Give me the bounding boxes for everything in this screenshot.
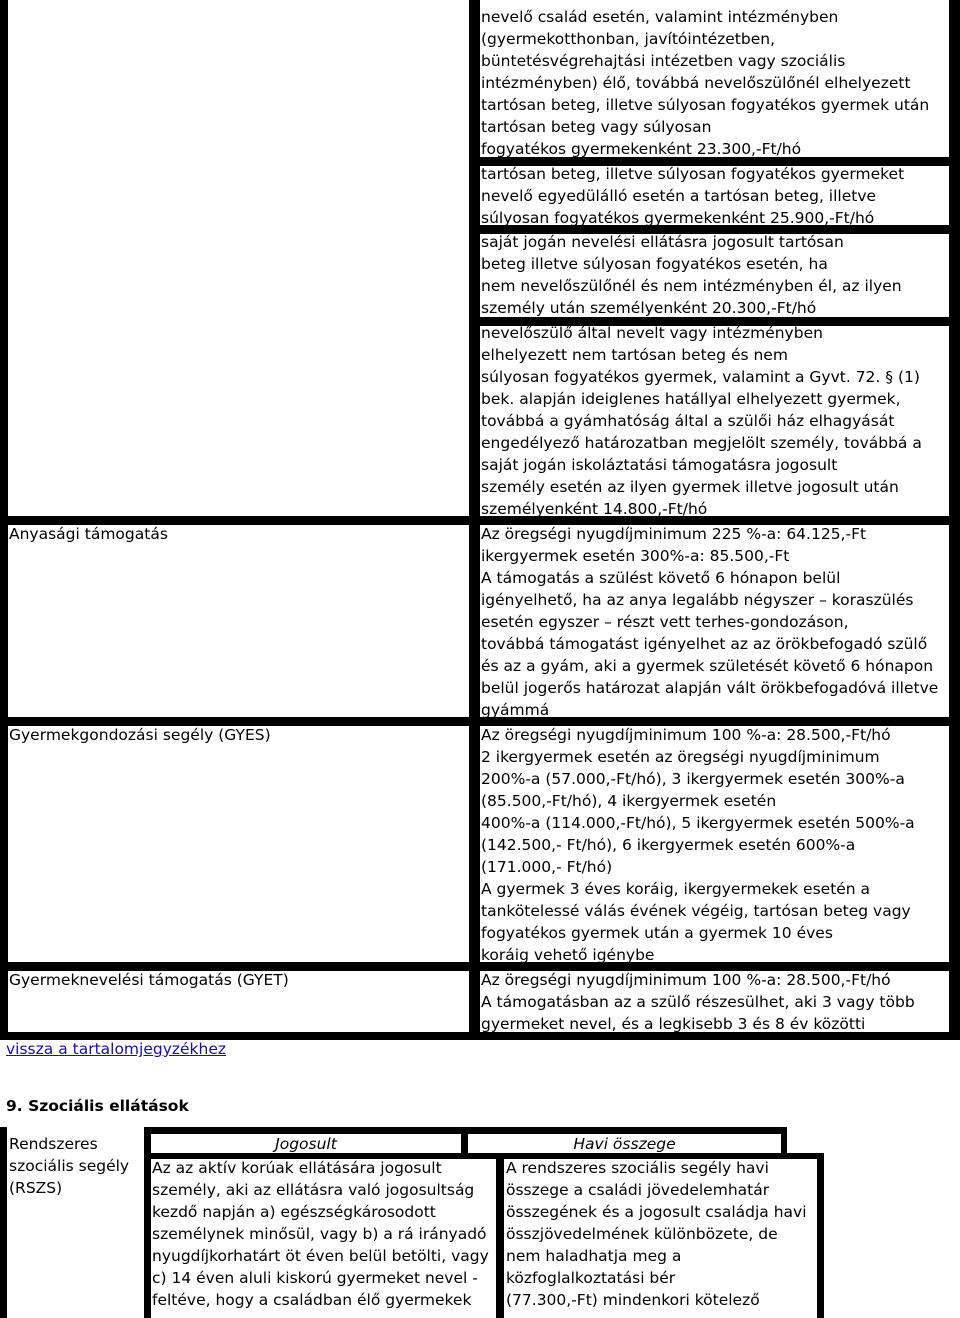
cell-line: esetén egyszer – részt vett terhes-gondozáson, [481,613,849,631]
cell-line: személy esetén az ilyen gyermek illetve jogosult után [481,478,899,496]
table-cell [481,322,922,520]
cell-line: tankötelessé válás évének végéig, tartósan beteg vagy [481,902,911,920]
cell-line: közfoglalkoztatási bér [506,1269,676,1287]
cell-line: ikergyermek esetén 300%-a: 85.500,-Ft [481,547,790,565]
cell-line: igényelhető, ha az anya legalább négyszer – koraszülés [481,591,914,609]
cell-line: saját jogán iskoláztatási támogatásra jogosult [481,456,838,474]
cell-line: Az öregségi nyugdíjminimum 225 %-a: 64.125,-Ft [481,525,867,543]
cell-line: nevelő egyedülálló esetén a tartósan beteg, illetve [481,187,877,205]
row-label: Anyasági támogatás [9,525,168,543]
cell-line: fogyatékos gyermekenként 23.300,-Ft/hó [481,140,802,158]
row-label: Gyermekgondozási segély (GYES) [9,726,271,744]
row-label: Gyermeknevelési támogatás (GYET) [9,971,289,989]
cell-line: 2 ikergyermek esetén az öregségi nyugdíjminimum [481,748,880,766]
cell-line: Az az aktív korúak ellátására jogosult [152,1159,442,1177]
cell-line: feltéve, hogy a családban élő gyermekek [152,1291,472,1309]
cell-line: nem haladhatja meg a [506,1247,682,1265]
cell-line: elhelyezett nem tartósan beteg és nem [481,346,788,364]
cell-line: nem nevelőszülőnél és nem intézményben él, az ilyen [481,277,902,295]
cell-line: A támogatásban az a szülő részesülhet, aki 3 vagy több [481,993,915,1011]
cell-line: összege a családi jövedelemhatár [506,1181,770,1199]
cell-line: A rendszeres szociális segély havi [506,1159,769,1177]
table2-cell-jogosult [152,1157,489,1311]
cell-line: belül jogerős határozat alapján vált örökbefogadóvá illetve [481,679,939,697]
cell-line: engedélyező határozatban megjelölt személy, továbbá a [481,434,922,452]
table-cell [481,231,902,319]
cell-line: Az öregségi nyugdíjminimum 100 %-a: 28.500,-Ft/hó [481,726,891,744]
table2-right-border [817,1153,824,1318]
cell-line: továbbá támogatást igényelhet az az örökbefogadó szülő [481,635,928,653]
cell-line: kezdő napján a) egészségkárosodott [152,1203,436,1221]
table2-cell-havi-osszege [506,1157,807,1311]
cell-line: fogyatékos gyermek után a gyermek 10 éves [481,924,833,942]
cell-line: saját jogán nevelési ellátásra jogosult tartósan [481,233,844,251]
cell-line: összegének és a jogosult családja havi [506,1203,807,1221]
cell-line: személy után személyenként 20.300,-Ft/hó [481,299,817,317]
cell-line: (85.500,-Ft/hó), 4 ikergyermek esetén [481,792,777,810]
cell-line: nevelő család esetén, valamint intézményben [481,8,839,26]
cell-line: A gyermek 3 éves koráig, ikergyermekek esetén a [481,880,871,898]
cell-line: gyámmá [481,701,550,719]
table2-divider [496,1153,504,1318]
cell-line: koráig vehető igénybe [481,946,655,964]
table-cell [481,724,915,966]
table2-header-havi-osszege: Havi összege [573,1135,676,1153]
cell-line: gyermeket nevel, és a legkisebb 3 és 8 év közötti [481,1015,866,1033]
cell-line: intézményben) élő, továbbá nevelőszülőnél elhelyezett [481,74,911,92]
cell-line: (gyermekotthonban, javítóintézetben, [481,30,776,48]
cell-line: (RSZS) [9,1179,63,1197]
cell-line: személy, aki az ellátásra való jogosultság [152,1181,475,1199]
cell-line: A támogatás a szülést követő 6 hónapon belül [481,569,841,587]
cell-line: súlyosan fogyatékos gyermekenként 25.900,-Ft/hó [481,209,875,227]
cell-line: tartósan beteg, illetve súlyosan fogyatékos gyermeket [481,165,905,183]
table2-divider [461,1127,468,1155]
cell-line: bek. alapján ideiglenes hatállyal elhelyezett gyermek, [481,390,901,408]
cell-line: tartósan beteg vagy súlyosan [481,118,712,136]
cell-line: személynek minősül, vagy b) a rá irányadó [152,1225,487,1243]
cell-line: Rendszeres [9,1135,98,1153]
table-cell [481,969,915,1035]
cell-line: (77.300,-Ft) mindenkori kötelező [506,1291,760,1309]
section-title: 9. Szociális ellátások [6,1097,189,1115]
cell-line: tartósan beteg, illetve súlyosan fogyatékos gyermek után [481,96,930,114]
table-cell [481,6,929,160]
cell-line: súlyosan fogyatékos gyermek, valamint a Gyvt. 72. § (1) [481,368,920,386]
cell-line: nyugdíjkorhatárt öt éven belül betölti, vagy [152,1247,489,1265]
cell-line: (171.000,- Ft/hó) [481,858,613,876]
cell-line: beteg illetve súlyosan fogyatékos esetén, ha [481,255,828,273]
cell-line: nevelőszülő által nevelt vagy intézményben [481,324,823,342]
cell-line: továbbá a gyámhatóság által a szülői ház elhagyását [481,412,895,430]
cell-line: összjövedelmének különbözete, de [506,1225,778,1243]
table2-left-border [0,1127,7,1318]
cell-line: (142.500,- Ft/hó), 6 ikergyermek esetén 600%-a [481,836,856,854]
cell-line: Az öregségi nyugdíjminimum 100 %-a: 28.500,-Ft/hó [481,971,891,989]
cell-line: személyenként 14.800,-Ft/hó [481,500,708,518]
table-cell [481,523,938,721]
cell-line: szociális segély [9,1157,130,1175]
table-cell [481,163,904,229]
cell-line: 400%-a (114.000,-Ft/hó), 5 ikergyermek esetén 500%-a [481,814,915,832]
cell-line: büntetésvégrehajtási intézetben vagy szociális [481,52,846,70]
table2-row-label [9,1133,129,1199]
table2-header-jogosult: Jogosult [275,1135,337,1153]
cell-line: és az a gyám, aki a gyermek születését követő 6 hónapon [481,657,934,675]
cell-line: c) 14 éven aluli kiskorú gyermeket nevel - [152,1269,478,1287]
back-to-toc-link[interactable]: vissza a tartalomjegyzékhez [6,1040,227,1058]
cell-line: 200%-a (57.000,-Ft/hó), 3 ikergyermek esetén 300%-a [481,770,905,788]
